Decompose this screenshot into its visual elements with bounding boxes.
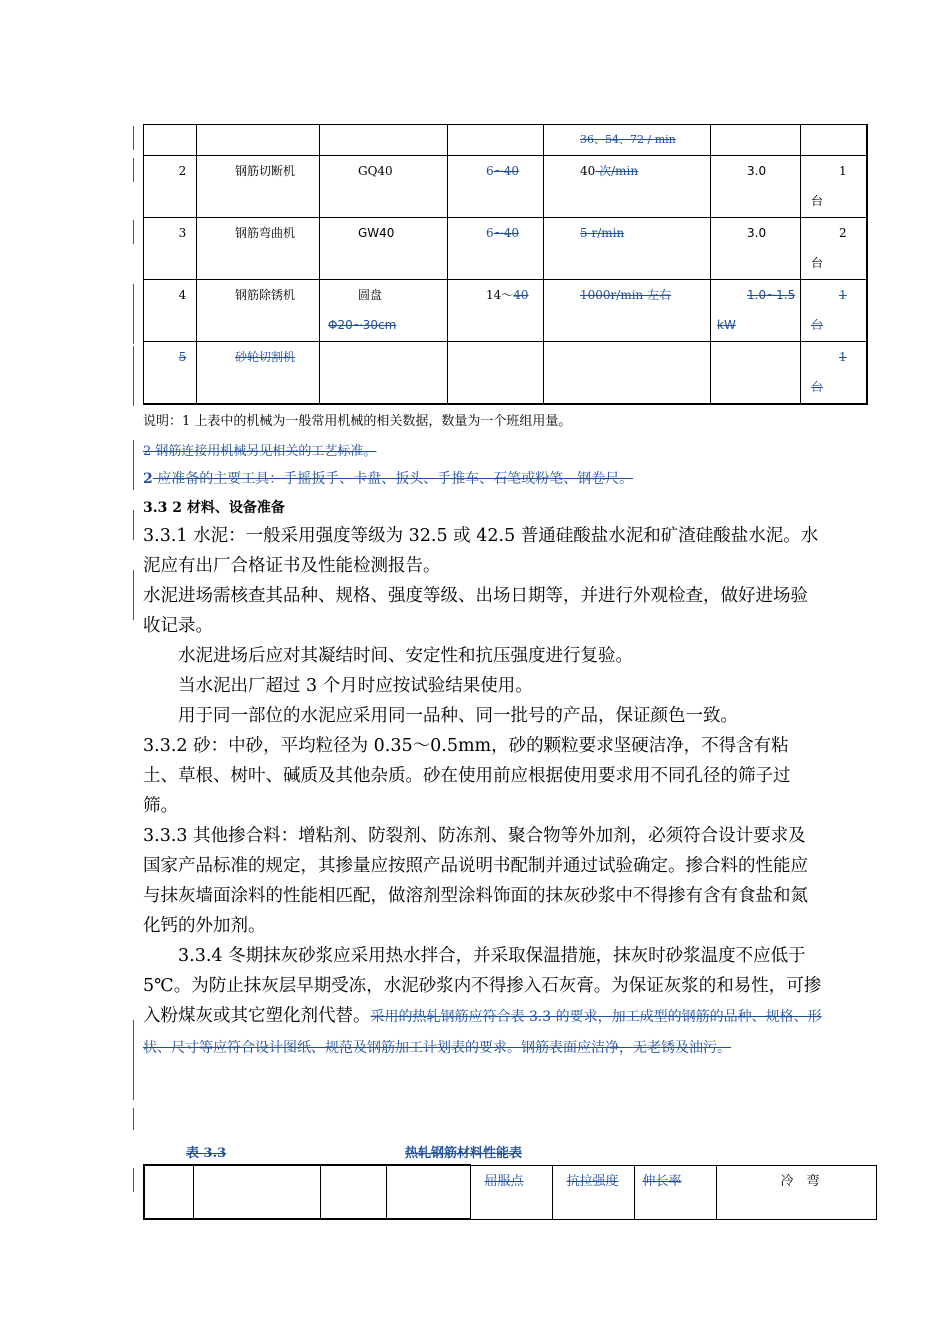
- qty-number: 1: [839, 164, 847, 178]
- cell-no: 5: [144, 342, 197, 405]
- power-line1: 1.0~1.5: [747, 288, 796, 302]
- cell-speed: [544, 342, 711, 405]
- table-note-3: [143, 468, 633, 488]
- paragraph-cement-inspection: 水泥进场需核查其品种、规格、强度等级、出场日期等，并进行外观检查，做好进场验收记录。: [143, 586, 808, 636]
- header-cold-bend: 冷 弯: [716, 1165, 876, 1219]
- cell-model: GQ40: [320, 156, 448, 218]
- cell-speed: 36、54、72 / min: [544, 125, 711, 156]
- cell-no: 4: [144, 280, 197, 342]
- speed-unit: 次/min: [595, 164, 639, 178]
- cell-qty: [801, 218, 867, 280]
- model-line1: 圆盘: [358, 288, 383, 302]
- revision-bar: [133, 158, 134, 182]
- cell-diameter: [448, 342, 544, 405]
- revision-bar: [133, 126, 134, 150]
- qty-number: 1: [839, 350, 847, 364]
- revision-bar: [133, 1020, 134, 1100]
- diameter-min: 14～: [486, 288, 514, 302]
- table-caption-title: 热轧钢筋材料性能表: [405, 1146, 523, 1161]
- cell-model: [320, 280, 448, 342]
- cell-power: [711, 280, 801, 342]
- header-cell: [386, 1165, 470, 1219]
- equipment-table: [143, 124, 868, 405]
- qty-unit: 台: [811, 318, 824, 332]
- qty-unit: 台: [811, 194, 824, 208]
- speed-unit: r/min: [587, 226, 625, 240]
- cell-model: GW40: [320, 218, 448, 280]
- cell-qty: [801, 156, 867, 218]
- cell-no: 3: [144, 218, 197, 280]
- cell-speed: [544, 156, 711, 218]
- revision-bar: [133, 510, 134, 540]
- revision-bar: [133, 346, 134, 406]
- paragraph-winter: [143, 941, 823, 1063]
- note-3-text: 应准备的主要工具：手摇扳手、卡盘、扳头、手推车、石笔或粉笔、钢卷尺。: [152, 471, 634, 487]
- header-elongation: 伸长率: [634, 1165, 716, 1219]
- cell-model: [320, 125, 448, 156]
- header-yield-point: 屈服点: [470, 1165, 552, 1219]
- cell-diameter: [448, 125, 544, 156]
- revision-bar: [133, 220, 134, 244]
- rebar-requirement-revised: 采用的热轧钢筋应符合表 3.3 的要求，加工成型的钢筋的品种、规格、形状、尺寸等应符合设计图纸、规范及钢筋加工计划表的要求。钢筋表面应洁净，无老锈及油污。: [143, 1009, 822, 1056]
- paragraph-admixture: 3.3.3 其他掺合料：增粘剂、防裂剂、防冻剂、聚合物等外加剂，必须符合设计要求及国家产品标准的规定，其掺量应按照产品说明书配制并通过试验确定。掺合料的性能应与抹灰墙面涂料的性能相匹配，做溶剂型涂料饰面的抹灰砂浆中不得掺有含有食盐和氮化钙的外加剂。: [143, 826, 808, 936]
- power-line2: kW: [717, 318, 736, 332]
- diameter-max: ~40: [493, 164, 519, 178]
- body-text: [143, 521, 823, 1063]
- table-row: [144, 125, 867, 156]
- revision-bar: [133, 440, 134, 490]
- cell-power: 3.0: [711, 156, 801, 218]
- table-note-2: 2 钢筋连接用机械另见相关的工艺标准。: [143, 444, 377, 459]
- qty-number: 2: [839, 226, 847, 240]
- cell-qty: [801, 125, 867, 156]
- diameter-min: 6: [486, 226, 494, 240]
- cell-name: 钢筋切断机: [197, 156, 320, 218]
- paragraph-cement-expiry: 当水泥出厂超过 3 个月时应按试验结果使用。: [178, 676, 533, 696]
- table-row: [144, 342, 867, 405]
- qty-unit: 台: [811, 380, 824, 394]
- cell-qty: [801, 280, 867, 342]
- cell-no: [144, 125, 197, 156]
- section-heading: 3.3 2 材料、设备准备: [143, 500, 285, 516]
- cell-diameter: [448, 218, 544, 280]
- table-row: [144, 218, 867, 280]
- speed-value: 5: [580, 226, 588, 240]
- paragraph-cement-uniform: 用于同一部位的水泥应采用同一品种、同一批号的产品，保证颜色一致。: [178, 706, 738, 726]
- diameter-max: 40: [513, 288, 529, 302]
- revision-bar: [133, 570, 134, 620]
- qty-unit: 台: [811, 256, 824, 270]
- cell-name: [197, 125, 320, 156]
- cell-model: [320, 342, 448, 405]
- qty-number: 1: [839, 288, 847, 302]
- diameter-min: 6: [486, 164, 494, 178]
- cell-name: 钢筋除锈机: [197, 280, 320, 342]
- table-row: [144, 280, 867, 342]
- table-row: [144, 156, 867, 218]
- diameter-max: ~40: [493, 226, 519, 240]
- paragraph-sand: 3.3.2 砂：中砂，平均粒径为 0.35～0.5mm，砂的颗粒要求坚硬洁净，不得含有粘土、草根、树叶、碱质及其他杂质。砂在使用前应根据使用要求用不同孔径的筛子过筛。: [143, 736, 791, 816]
- paragraph-cement-retest: 水泥进场后应对其凝结时间、安定性和抗压强度进行复验。: [178, 646, 633, 666]
- revision-bar: [133, 1108, 134, 1130]
- cell-speed: [544, 218, 711, 280]
- revision-bar: [133, 1168, 134, 1192]
- cell-no: 2: [144, 156, 197, 218]
- speed-value: 40: [580, 164, 596, 178]
- cell-qty: [801, 342, 867, 405]
- cell-diameter: [448, 156, 544, 218]
- table-caption-number: 表 3.3: [186, 1146, 227, 1161]
- cell-name: 砂轮切割机: [197, 342, 320, 405]
- note-3-number: 2: [143, 471, 153, 487]
- table-note-1: 说明：1 上表中的机械为一般常用机械的相关数据，数量为一个班组用量。: [143, 414, 572, 429]
- rebar-properties-table: [143, 1164, 877, 1220]
- header-cell: [193, 1165, 320, 1219]
- cell-diameter: [448, 280, 544, 342]
- header-cell: [320, 1165, 386, 1219]
- cell-speed: 1000r/min 左右: [544, 280, 711, 342]
- model-line2: Φ20~30cm: [328, 318, 397, 332]
- cell-power: [711, 342, 801, 405]
- table-header-row: [144, 1165, 876, 1219]
- header-cell: [144, 1165, 193, 1219]
- cell-name: 钢筋弯曲机: [197, 218, 320, 280]
- header-tensile-strength: 抗拉强度: [552, 1165, 634, 1219]
- winter-text: 3.3.4 冬期抹灰砂浆应采用热水拌合，并采取保温措施，抹灰时砂浆温度不应低于 5℃。为防止抹灰层早期受冻，水泥砂浆内不得掺入石灰膏。为保证灰浆的和易性，可掺入粉煤灰或其它塑化剂代替。: [143, 946, 822, 1026]
- revision-bar: [133, 284, 134, 344]
- cell-power: 3.0: [711, 218, 801, 280]
- cell-power: [711, 125, 801, 156]
- paragraph-cement: 3.3.1 水泥：一般采用强度等级为 32.5 或 42.5 普通硅酸盐水泥和矿渣硅酸盐水泥。水泥应有出厂合格证书及性能检测报告。: [143, 526, 819, 576]
